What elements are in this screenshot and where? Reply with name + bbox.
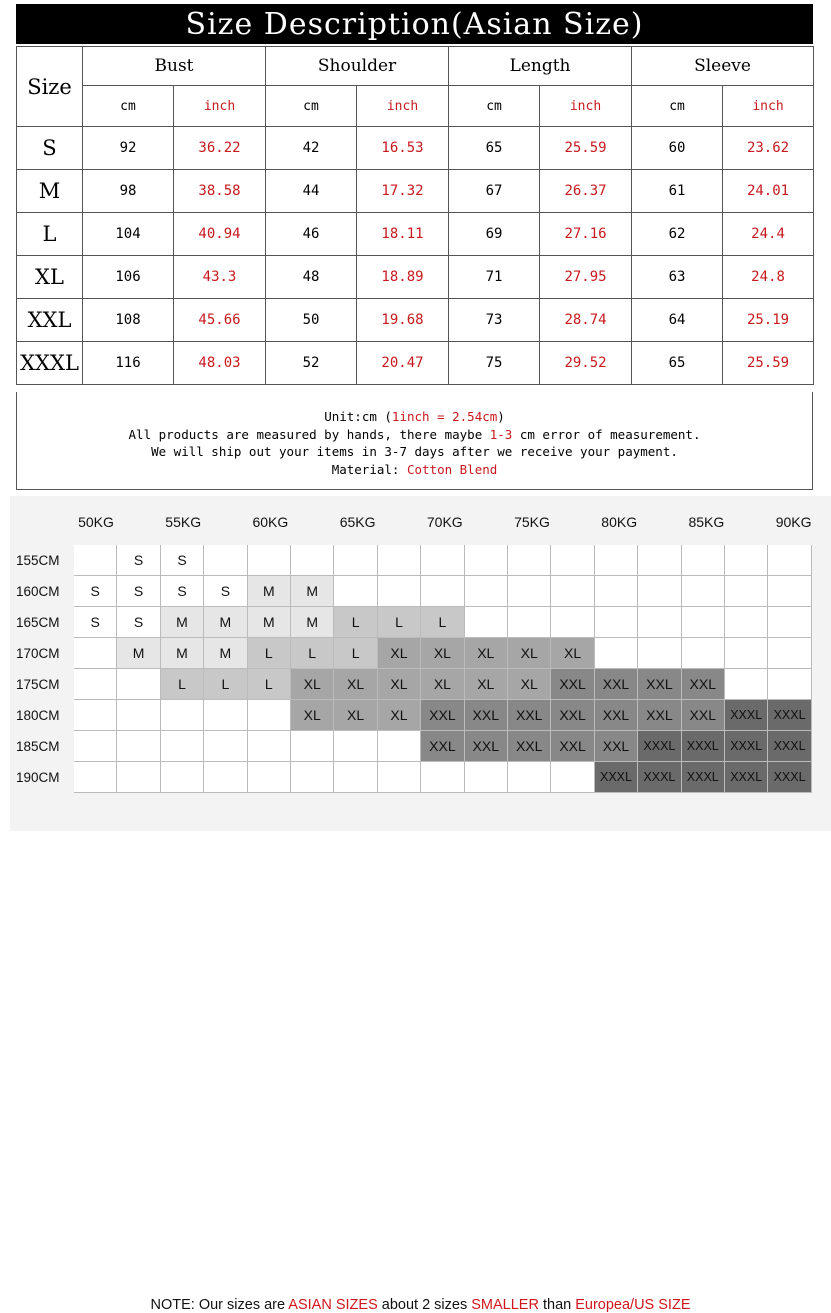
size-grid-cell: XXL xyxy=(421,731,464,762)
inch-value-cell: 24.4 xyxy=(723,213,814,256)
size-grid-cell: XXL xyxy=(551,731,594,762)
inch-value-cell: 26.37 xyxy=(540,170,632,213)
size-grid-cell xyxy=(768,669,811,700)
size-grid-cell: XL xyxy=(551,638,594,669)
size-grid-cell xyxy=(508,545,551,576)
size-description-table xyxy=(16,46,814,385)
unit-inch-header: inch xyxy=(174,86,266,127)
size-grid-cell xyxy=(161,731,204,762)
size-grid-cell xyxy=(291,762,334,793)
size-grid-cell xyxy=(638,638,681,669)
inch-value-cell: 29.52 xyxy=(540,342,632,385)
size-grid-cell xyxy=(291,545,334,576)
size-cell: XL xyxy=(17,256,83,299)
size-grid-cell xyxy=(117,762,160,793)
weight-label: 90KG xyxy=(775,514,812,530)
size-grid-cell xyxy=(334,545,377,576)
size-grid-cell xyxy=(378,731,421,762)
shoulder-header: Shoulder xyxy=(266,47,449,86)
size-grid-cell xyxy=(74,700,117,731)
size-grid-cell: L xyxy=(378,607,421,638)
size-grid-cell xyxy=(638,607,681,638)
size-grid-cell: XXXL xyxy=(682,731,725,762)
cm-value-cell: 73 xyxy=(449,299,540,342)
cm-value-cell: 44 xyxy=(266,170,357,213)
size-grid-cell xyxy=(204,731,247,762)
inch-value-cell: 18.89 xyxy=(357,256,449,299)
weight-label: 50KG xyxy=(78,514,114,530)
size-grid-cell xyxy=(638,576,681,607)
cm-value-cell: 64 xyxy=(632,299,723,342)
size-grid-cell: M xyxy=(248,607,291,638)
sleeve-header: Sleeve xyxy=(632,47,814,86)
size-grid-cell xyxy=(595,638,638,669)
size-grid-cell xyxy=(465,576,508,607)
inch-value-cell: 38.58 xyxy=(174,170,266,213)
size-grid-cell xyxy=(421,762,464,793)
size-grid-cell: XL xyxy=(421,669,464,700)
size-grid-cell xyxy=(248,545,291,576)
size-grid-cell: XXXL xyxy=(768,762,811,793)
size-grid-cell xyxy=(768,545,811,576)
table-row xyxy=(17,256,814,299)
size-grid-cell xyxy=(291,731,334,762)
size-grid-cell: XXL xyxy=(595,669,638,700)
cm-value-cell: 62 xyxy=(632,213,723,256)
size-grid-cell xyxy=(465,607,508,638)
size-grid-cell: XXXL xyxy=(638,762,681,793)
sizing-footnote: NOTE: Our sizes are ASIAN SIZES about 2 sizes SMALLER than Europea/US SIZE xyxy=(150,1297,691,1313)
size-grid-cell: XXL xyxy=(682,700,725,731)
cm-value-cell: 69 xyxy=(449,213,540,256)
size-grid-cell xyxy=(682,607,725,638)
size-grid-cell: XXXL xyxy=(638,731,681,762)
unit-cm-header: cm xyxy=(83,86,174,127)
cm-value-cell: 92 xyxy=(83,127,174,170)
size-grid-cell: XXL xyxy=(638,669,681,700)
size-grid-cell xyxy=(334,731,377,762)
size-grid-cell: XXL xyxy=(638,700,681,731)
size-grid-cell: M xyxy=(291,576,334,607)
size-grid-cell xyxy=(725,545,768,576)
size-grid-cell xyxy=(551,762,594,793)
size-grid-cell xyxy=(204,762,247,793)
cm-value-cell: 61 xyxy=(632,170,723,213)
size-grid-cell xyxy=(334,576,377,607)
bust-header: Bust xyxy=(83,47,266,86)
unit-cm-header: cm xyxy=(632,86,723,127)
size-grid-cell: XXL xyxy=(421,700,464,731)
size-grid-cell xyxy=(248,762,291,793)
cm-value-cell: 65 xyxy=(632,342,723,385)
inch-value-cell: 48.03 xyxy=(174,342,266,385)
size-grid-cell xyxy=(595,545,638,576)
shipping-note: We will ship out your items in 3-7 days after we receive your payment. xyxy=(151,444,678,459)
height-label: 165CM xyxy=(16,615,60,630)
size-cell: XXL xyxy=(17,299,83,342)
size-cell: XXXL xyxy=(17,342,83,385)
size-grid-cell: XL xyxy=(291,669,334,700)
inch-value-cell: 18.11 xyxy=(357,213,449,256)
size-grid-cell: S xyxy=(117,576,160,607)
size-grid-cell: XXXL xyxy=(768,700,811,731)
size-grid-cell: L xyxy=(248,638,291,669)
size-grid-cell xyxy=(465,545,508,576)
cm-value-cell: 46 xyxy=(266,213,357,256)
size-grid-cell xyxy=(248,700,291,731)
size-grid-cell xyxy=(248,731,291,762)
inch-value-cell: 17.32 xyxy=(357,170,449,213)
size-grid-cell xyxy=(725,576,768,607)
size-grid-cell xyxy=(161,700,204,731)
height-label: 170CM xyxy=(16,646,60,661)
size-grid-cell xyxy=(725,607,768,638)
size-grid-cell: XL xyxy=(465,638,508,669)
inch-value-cell: 20.47 xyxy=(357,342,449,385)
cm-value-cell: 98 xyxy=(83,170,174,213)
measurement-note: All products are measured by hands, there maybe 1-3 cm error of measurement. xyxy=(128,426,701,442)
cm-value-cell: 48 xyxy=(266,256,357,299)
size-grid-cell: XXL xyxy=(551,669,594,700)
inch-value-cell: 27.95 xyxy=(540,256,632,299)
size-grid-cell: L xyxy=(334,638,377,669)
inch-value-cell: 40.94 xyxy=(174,213,266,256)
inch-value-cell: 24.8 xyxy=(723,256,814,299)
size-grid-cell xyxy=(421,545,464,576)
cm-value-cell: 106 xyxy=(83,256,174,299)
size-grid-cell xyxy=(725,669,768,700)
cm-value-cell: 104 xyxy=(83,213,174,256)
weight-label: 60KG xyxy=(252,514,289,530)
size-grid-cell xyxy=(551,576,594,607)
size-grid-cell xyxy=(595,607,638,638)
size-grid-cell: M xyxy=(161,607,204,638)
inch-value-cell: 43.3 xyxy=(174,256,266,299)
size-grid-cell: XXL xyxy=(465,731,508,762)
inch-value-cell: 25.59 xyxy=(540,127,632,170)
weight-label: 85KG xyxy=(688,514,725,530)
size-grid-cell: S xyxy=(161,576,204,607)
weight-label: 80KG xyxy=(601,514,638,530)
size-grid-cell xyxy=(508,762,551,793)
size-grid-cell: XXL xyxy=(595,700,638,731)
size-grid-cell: XXXL xyxy=(725,731,768,762)
unit-cm-header: cm xyxy=(266,86,357,127)
size-grid-cell: S xyxy=(117,607,160,638)
height-label: 175CM xyxy=(16,677,60,692)
height-label: 180CM xyxy=(16,708,60,723)
size-grid-cell xyxy=(74,669,117,700)
size-grid-cell: XL xyxy=(465,669,508,700)
height-weight-size-chart xyxy=(10,496,831,1313)
size-grid-cell: XL xyxy=(508,638,551,669)
size-grid-cell xyxy=(421,576,464,607)
size-grid-cell: L xyxy=(291,638,334,669)
size-grid-cell: XXL xyxy=(551,700,594,731)
size-grid-cell xyxy=(204,545,247,576)
size-grid-cell: S xyxy=(74,607,117,638)
size-cell: L xyxy=(17,213,83,256)
size-grid-cell xyxy=(638,545,681,576)
cm-value-cell: 42 xyxy=(266,127,357,170)
size-grid-cell: L xyxy=(334,607,377,638)
size-column-header: Size xyxy=(17,47,83,127)
size-grid-cell: M xyxy=(204,607,247,638)
weight-label: 70KG xyxy=(426,514,463,530)
unit-note: Unit:cm (1inch = 2.54cm) xyxy=(324,409,505,424)
size-grid-cell xyxy=(508,576,551,607)
cm-value-cell: 75 xyxy=(449,342,540,385)
size-grid-cell: M xyxy=(248,576,291,607)
unit-inch-header: inch xyxy=(540,86,632,127)
size-grid-cell: XXL xyxy=(595,731,638,762)
cm-value-cell: 60 xyxy=(632,127,723,170)
size-grid-cell: S xyxy=(74,576,117,607)
size-grid-cell: L xyxy=(421,607,464,638)
height-label: 155CM xyxy=(16,553,60,568)
size-grid-cell xyxy=(682,576,725,607)
size-grid-cell: XL xyxy=(421,638,464,669)
size-grid-cell xyxy=(204,700,247,731)
size-grid-cell: S xyxy=(204,576,247,607)
size-grid-cell: M xyxy=(291,607,334,638)
size-grid-cell xyxy=(551,545,594,576)
size-grid-cell: XXL xyxy=(682,669,725,700)
size-grid-cell: XXXL xyxy=(725,700,768,731)
size-grid-cell: XXXL xyxy=(595,762,638,793)
size-grid-cell: XXXL xyxy=(725,762,768,793)
cm-value-cell: 108 xyxy=(83,299,174,342)
inch-value-cell: 45.66 xyxy=(174,299,266,342)
unit-cm-header: cm xyxy=(449,86,540,127)
size-grid-cell: XL xyxy=(291,700,334,731)
inch-value-cell: 27.16 xyxy=(540,213,632,256)
inch-value-cell: 23.62 xyxy=(723,127,814,170)
unit-inch-header: inch xyxy=(723,86,814,127)
weight-label: 75KG xyxy=(514,514,550,530)
size-grid-cell: S xyxy=(161,545,204,576)
length-header: Length xyxy=(449,47,632,86)
cm-value-cell: 116 xyxy=(83,342,174,385)
size-grid-cell xyxy=(117,731,160,762)
table-row xyxy=(17,342,814,385)
cm-value-cell: 71 xyxy=(449,256,540,299)
table-row xyxy=(17,127,814,170)
notes-block xyxy=(16,392,813,490)
size-grid-cell xyxy=(74,731,117,762)
unit-inch-header: inch xyxy=(357,86,449,127)
size-grid-cell: L xyxy=(161,669,204,700)
size-grid-cell xyxy=(74,545,117,576)
size-grid-cell: XXXL xyxy=(768,731,811,762)
size-grid-cell xyxy=(768,638,811,669)
inch-value-cell: 36.22 xyxy=(174,127,266,170)
page-title: Size Description(Asian Size) xyxy=(16,4,813,44)
size-grid-cell xyxy=(551,607,594,638)
height-label: 185CM xyxy=(16,739,60,754)
size-grid-cell: XL xyxy=(334,669,377,700)
weight-label: 65KG xyxy=(339,514,376,530)
weight-label: 55KG xyxy=(165,514,202,530)
size-grid-cell xyxy=(508,607,551,638)
size-grid-cell: S xyxy=(117,545,160,576)
size-grid-cell xyxy=(117,700,160,731)
size-grid-cell: XXL xyxy=(508,731,551,762)
size-grid-cell: XXXL xyxy=(682,762,725,793)
size-grid-cell: XL xyxy=(378,669,421,700)
inch-value-cell: 19.68 xyxy=(357,299,449,342)
cm-value-cell: 52 xyxy=(266,342,357,385)
size-grid-cell: XXL xyxy=(465,700,508,731)
inch-value-cell: 25.59 xyxy=(723,342,814,385)
size-grid-cell xyxy=(595,576,638,607)
size-grid-cell xyxy=(682,545,725,576)
size-grid-cell xyxy=(725,638,768,669)
inch-value-cell: 16.53 xyxy=(357,127,449,170)
cm-value-cell: 65 xyxy=(449,127,540,170)
table-row xyxy=(17,213,814,256)
size-cell: S xyxy=(17,127,83,170)
size-grid-cell xyxy=(378,545,421,576)
cm-value-cell: 63 xyxy=(632,256,723,299)
size-grid-cell xyxy=(74,638,117,669)
size-grid-cell: XXL xyxy=(508,700,551,731)
size-grid-cell: M xyxy=(161,638,204,669)
inch-value-cell: 25.19 xyxy=(723,299,814,342)
inch-value-cell: 28.74 xyxy=(540,299,632,342)
material-note: Material: Cotton Blend xyxy=(331,461,498,477)
cm-value-cell: 50 xyxy=(266,299,357,342)
cm-value-cell: 67 xyxy=(449,170,540,213)
size-grid-cell: M xyxy=(204,638,247,669)
size-grid-cell xyxy=(117,669,160,700)
size-cell: M xyxy=(17,170,83,213)
size-grid-cell xyxy=(161,762,204,793)
size-grid-cell: XL xyxy=(378,700,421,731)
height-label: 160CM xyxy=(16,584,60,599)
inch-value-cell: 24.01 xyxy=(723,170,814,213)
size-grid-cell: L xyxy=(204,669,247,700)
size-grid-cell: XL xyxy=(508,669,551,700)
size-grid-cell xyxy=(74,762,117,793)
size-grid-cell xyxy=(378,576,421,607)
size-grid-cell xyxy=(768,576,811,607)
size-grid-cell xyxy=(334,762,377,793)
size-grid-cell xyxy=(682,638,725,669)
table-row xyxy=(17,170,814,213)
size-grid-cell: XL xyxy=(334,700,377,731)
table-row xyxy=(17,299,814,342)
size-grid-cell: XL xyxy=(378,638,421,669)
size-grid-cell xyxy=(768,607,811,638)
size-grid-cell xyxy=(378,762,421,793)
size-grid-cell: L xyxy=(248,669,291,700)
size-grid-cell: M xyxy=(117,638,160,669)
height-label: 190CM xyxy=(16,770,60,785)
size-grid-cell xyxy=(465,762,508,793)
